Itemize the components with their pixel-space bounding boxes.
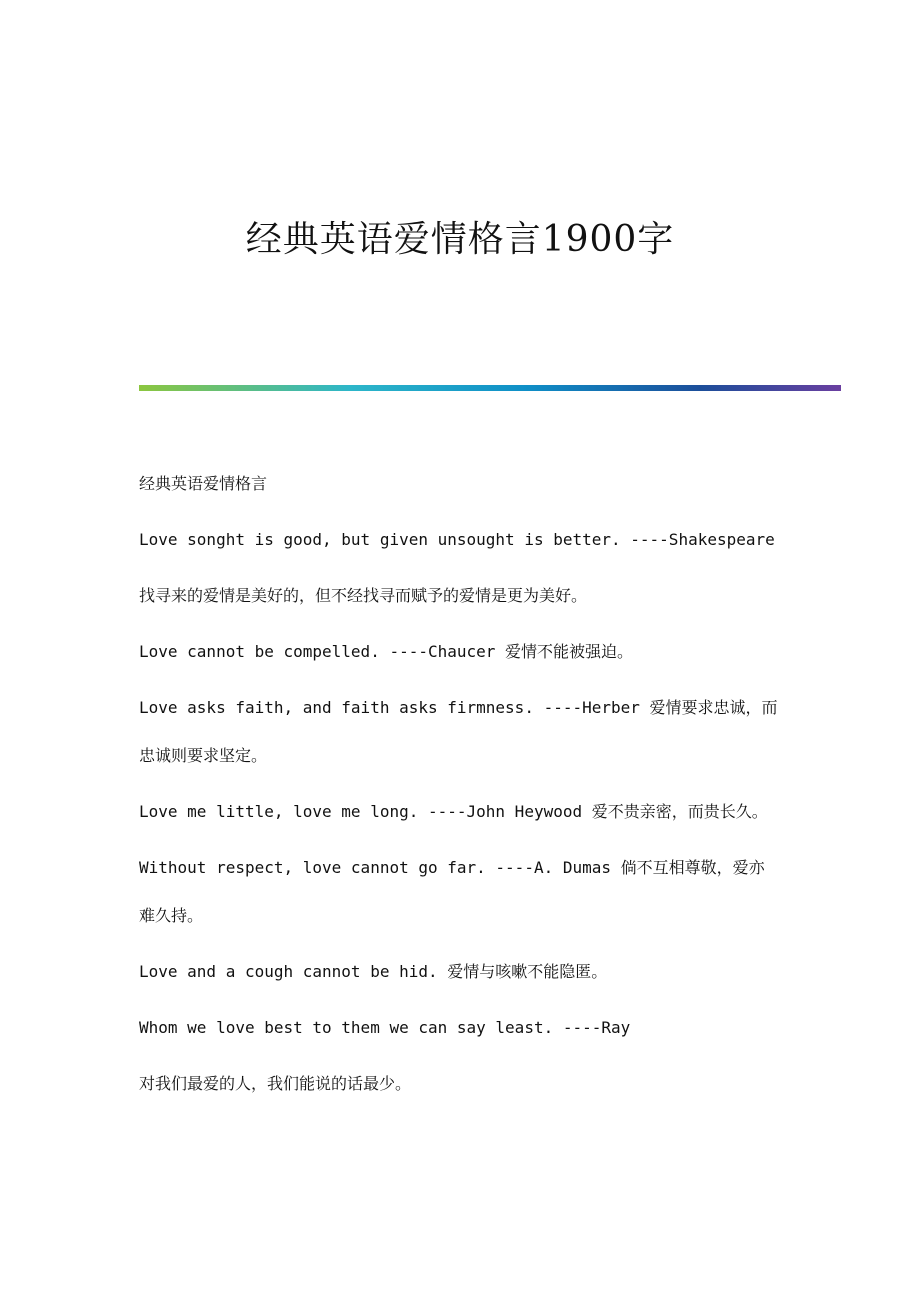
quote-line: Love asks faith, and faith asks firmness. ----Herber 爱情要求忠诚，而 — [139, 698, 778, 717]
quote-line: 找寻来的爱情是美好的，但不经找寻而赋予的爱情是更为美好。 — [139, 586, 588, 605]
section-heading: 经典英语爱情格言 — [139, 474, 268, 493]
quote-line: Love and a cough cannot be hid. 爱情与咳嗽不能隐匿。 — [139, 962, 608, 981]
quote-line: Whom we love best to them we can say least. ----Ray — [139, 1018, 631, 1037]
quote-line-continuation: 难久持。 — [139, 906, 204, 925]
quote-line: Love me little, love me long. ----John Heywood 爱不贵亲密，而贵长久。 — [139, 802, 768, 821]
quote-line-continuation: 忠诚则要求坚定。 — [139, 746, 268, 765]
quote-line: Love cannot be compelled. ----Chaucer 爱情不能被强迫。 — [139, 642, 634, 661]
quote-line: 对我们最爱的人，我们能说的话最少。 — [139, 1074, 412, 1093]
quote-line: Without respect, love cannot go far. ----A. Dumas 倘不互相尊敬，爱亦 — [139, 858, 765, 877]
quote-line: Love songht is good, but given unsought is better. ----Shakespeare — [139, 530, 775, 549]
gradient-divider — [139, 385, 841, 391]
document-title: 经典英语爱情格言1900字 — [245, 219, 675, 260]
document-body — [139, 468, 799, 1100]
